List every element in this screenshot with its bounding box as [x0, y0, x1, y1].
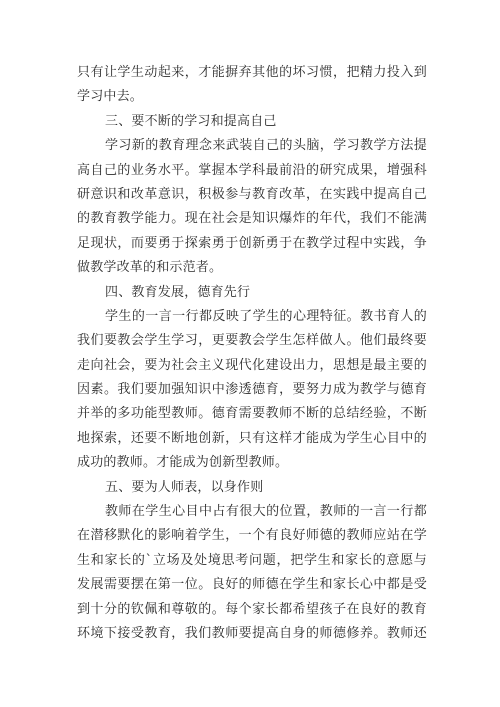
text-line: 环境下接受教育，我们教师要提高自身的师德修养。教师还	[77, 625, 427, 641]
text-line: 学习中去。	[77, 89, 144, 105]
text-line: 到十分的钦佩和尊敬的。每个家长都希望孩子在良好的教育	[77, 601, 427, 617]
text-line: 足现状，而要勇于探索勇于创新勇于在教学过程中实践，争	[77, 235, 427, 251]
text-line: 走向社会，要为社会主义现代化建设出力，思想是最主要的	[77, 357, 427, 373]
text-line: 生和家长的`立场及处境思考问题，把学生和家长的意愿与	[77, 552, 427, 568]
text-line: 的教育教学能力。现在社会是知识爆炸的年代，我们不能满	[77, 211, 427, 227]
document-page	[77, 61, 427, 646]
text-line: 地探索，还要不断地创新，只有这样才能成为学生心目中的	[77, 430, 427, 446]
text-line: 学习新的教育理念来武装自己的头脑，学习教学方法提	[105, 138, 427, 154]
text-line: 在潜移默化的影响着学生，一个有良好师德的教师应站在学	[77, 528, 427, 544]
text-line: 学生的一言一行都反映了学生的心理特征。教书育人的	[105, 308, 427, 324]
text-line: 做教学改革的和示范者。	[77, 260, 223, 276]
text-line: 研意识和改革意识，积极参与教育改革，在实践中提高自己	[77, 186, 427, 202]
text-line: 只有让学生动起来，才能摒弃其他的坏习惯，把精力投入到	[77, 65, 427, 80]
section-heading: 四、教育发展，德育先行	[105, 284, 251, 300]
text-line: 发展需要摆在第一位。良好的师德在学生和家长心中都是受	[77, 577, 427, 593]
text-line: 我们要教会学生学习，更要教会学生怎样做人。他们最终要	[77, 333, 427, 349]
section-heading: 五、要为人师表，以身作则	[105, 479, 264, 495]
text-line: 成功的教师。才能成为创新型教师。	[77, 455, 289, 471]
text-line: 教师在学生心目中占有很大的位置，教师的一言一行都	[105, 504, 427, 520]
text-line: 因素。我们要加强知识中渗透德育，要努力成为教学与德育	[77, 382, 427, 398]
section-heading: 三、要不断的学习和提高自己	[105, 113, 277, 129]
text-line: 并举的多功能型教师。德育需要教师不断的总结经验，不断	[77, 406, 427, 422]
text-line: 高自己的业务水平。掌握本学科最前沿的研究成果，增强科	[77, 162, 427, 178]
